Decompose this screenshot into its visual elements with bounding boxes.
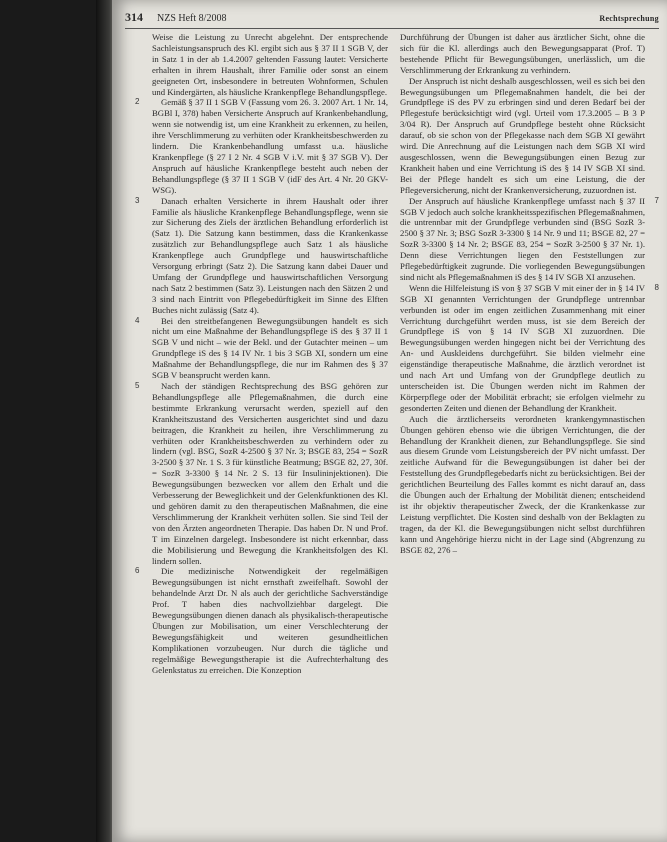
left-column (135, 32, 388, 675)
section-label: Rechtsprechung (599, 14, 659, 23)
paragraph-text: Nach der ständigen Rechtsprechung des BSG gehören zur Behandlungspflege alle Pflegemaßnahmen, die durch eine bestimmte Erkrankung verursacht werden, speziell auf den Krankheitszustand des Versicherten ausgerichtet sind und dazu beitragen, die Krankheit zu heilen, ihre Verschlimmerung zu verhüten oder Krankheitsbeschwerden zu verhindern oder zu lindern (vgl. BSG, SozR 4-2500 § 37 Nr. 3; BSGE 83, 254 = SozR 3-2500 § 37 Nr. 1 S. 3 für künstliche Beatmung; BSGE 82, 27, 30f. = SozR 3-3300 § 14 Nr. 2 S. 13 für Insulininjektionen). Die Bewegungsübungen bezwecken vor allem den Erhalt und die Verbesserung der Beweglichkeit und der Gelenkfunktionen des Kl. und gehören damit zu den therapeutischen Maßnahmen, die eine Verschlimmerung der Krankheit verhüten sollen. Sie sind Teil der von den Ärzten angeordneten Therapie. Das haben Dr. N und Prof. T im Einzelnen dargelegt. Insbesondere ist nicht erkennbar, dass die Mobilisierung und Bewegung die Krankheitsfolgen des Kl. lindern sollen. (152, 381, 388, 566)
right-intro: Durchführung der Übungen ist daher aus ärztlicher Sicht, ohne die sich für die Kl. allerdings auch den Bewegungsapparat (Prof. T) bestehende Pflicht für Bewegungsübungen, unerlässlich, um die Verschlimmerung der Erkrankung zu verhindern. (400, 32, 645, 75)
paragraph-text: Gemäß § 37 II 1 SGB V (Fassung vom 26. 3. 2007 Art. 1 Nr. 14, BGBl I, 378) haben Versicherte Anspruch auf Krankenbehandlung, wenn sie notwendig ist, um eine Krankheit zu erkennen, zu heilen, ihre Verschlimmerung zu verhüten oder Krankheitsbeschwerden zu lindern. Die Krankenbehandlung umfasst u.a. häusliche Krankenpflege (§ 27 I 2 Nr. 4 SGB V i.V. mit § 37 SGB V). Der Anspruch auf häusliche Krankenpflege besteht auch neben der Behandlungspflege (§ 37 II 1 SGB V (idF des Art. 4 Nr. 20 GKV-WSG). (152, 97, 388, 195)
margin-number: 6 (135, 566, 140, 576)
margin-number: 3 (135, 195, 140, 205)
paragraph-text: Der Anspruch ist nicht deshalb ausgeschlossen, weil es sich bei den Bewegungsübungen um Pflegemaßnahmen handelt, die bei der Grundpflege iS des PV zu erbringen sind und deren Bedarf bei der Pflegestufe berücksichtigt wird (vgl. Urteil vom 17.3.2005 – B 3 P 3/04 R). Der Anspruch auf Grundpflege besteht ohne Rücksicht darauf, ob sie schon von der Pflegekasse nach dem SGB XI gewährt wird. Die Anrechnung auf die Leistungen nach dem SGB XI wird ausgeschlossen, wenn die Bewegungsübungen einen Bezug zur Krankheit haben und eine Verrichtung iS des § 14 IV SGB XI sind. Bei der Pflege handelt es sich um eine Leistung, die der Pflegeversicherung, nicht der Krankenversicherung, zuzuordnen ist. (400, 75, 645, 195)
paragraph (135, 315, 388, 381)
page-number: 314 (125, 10, 143, 24)
paragraph (135, 97, 388, 195)
page-header (125, 10, 659, 28)
paragraph-text: Auch die ärztlicherseits verordneten krankengymnastischen Übungen gehören ebenso wie die übrigen Verrichtungen, die der Behandlung der Krankheit dienen, zur Behandlungspflege. Sie sind aus diesem Grunde vom Leistungsbereich der PV nicht umfasst. Der zeitliche Aufwand für die Bewegungsübungen ist daher bei der Feststellung des Grundpflegebedarfs nicht zu berücksichtigen. Bei der gerichtlichen Beurteilung des Falles kommt es nicht darauf an, dass die Übungen auch der Erhaltung der Mobilität dienen; entscheidend ist ihr objektiv therapeutischer Zweck, der die Krankenkasse zur Leistung verpflichtet. Die Kosten sind deshalb von der Beklagten zu tragen, da der Kl. die Bewegungsübungen nicht selbst durchführen kann und Angehörige hierzu nicht in der Lage sind (Abgrenzung zu BSGE 82, 276 – (400, 413, 645, 555)
right-column (400, 32, 659, 556)
paragraph (135, 381, 388, 566)
paragraph-text: Die medizinische Notwendigkeit der regelmäßigen Bewegungsübungen ist nicht ernsthaft zweifelhaft. Sowohl der behandelnde Arzt Dr. N als auch der gerichtliche Sachverständige Prof. T haben dies nachvollziehbar dargelegt. Die Bewegungsübungen dienen danach als physikalisch-therapeutische Übungen zur Mobilisation, um einer Verschlechterung der Bewegungsfähigkeit und weiteren gesundheitlichen Komplikationen vorzubeugen. Nur durch die tägliche und regelmäßige Bewegungstherapie ist die Aufrechterhaltung des Gelenkstatus zu erreichen. Die Konzeption (152, 566, 388, 675)
paragraph-text: Danach erhalten Versicherte in ihrem Haushalt oder ihrer Familie als häusliche Krankenpflege Behandlungspflege, wenn sie zur Sicherung des Ziels der ärztlichen Behandlung erforderlich ist (Satz 1). Die Satzung kann bestimmen, dass die Krankenkasse zusätzlich zur Behandlungspflege auch Satz 1 als häusliche Krankenpflege auch Grundpflege und hauswirtschaftliche Versorgung erbringt (Satz 2). Die Satzung kann dabei Dauer und Umfang der Grundpflege und hauswirtschaftlichen Versorgung nach Satz 2 bestimmen (Satz 3). Leistungen nach den Sätzen 2 und 3 sind nach Eintritt von Pflegebedürftigkeit im Sinne des Elften Buches nicht zulässig (Satz 4). (152, 195, 388, 315)
paragraph (400, 195, 659, 283)
margin-number: 4 (135, 315, 140, 325)
header-rule (125, 28, 659, 29)
paragraph (400, 282, 659, 414)
margin-number: 2 (135, 97, 140, 107)
paragraph (135, 195, 388, 316)
paragraph (400, 76, 645, 196)
paragraph (135, 566, 388, 675)
paragraph-text: Bei den streitbefangenen Bewegungsübungen handelt es sich nicht um eine Maßnahme der Behandlungspflege iS des § 37 II 1 SGB V und nicht – wie der Bekl. und der Gutachter meinen – um Grundpflege iS des § 14 IV Nr. 1 bis 3 SGB XI, sondern um eine Maßnahme der Behandlungspflege, die nur im Rahmen des § 37 SGB V beansprucht werden kann. (152, 315, 388, 381)
margin-number: 7 (654, 195, 659, 205)
left-intro: Weise die Leistung zu Unrecht abgelehnt. Der entsprechende Sachleistungsanspruch des Kl. ergibt sich aus § 37 II 1 SGB V, der in Satz 1 in der ab 1.4.2007 geltenden Fassung lautet: Versicherte erhalten in ihrem Haushalt, ihrer Familie oder sonst an einem geeigneten Ort, insbesondere in betreuten Wohnformen, Schulen und Kindergärten, als häusliche Krankenpflege Behandlungspflege. (152, 32, 388, 97)
margin-number: 8 (654, 282, 659, 292)
margin-number: 5 (135, 381, 140, 390)
paragraph (400, 414, 645, 556)
journal-title: NZS Heft 8/2008 (157, 13, 227, 24)
paragraph-text: Wenn die Hilfeleistung iS von § 37 SGB V mit einer der in § 14 IV SGB XI genannten Verrichtungen der Grundpflege untrennbar verbunden ist oder im engen zeitlichen Zusammenhang mit einer Verrichtung durchgeführt werden muss, ist sie dem Bereich der Grundpflege iS von § 14 IV SGB XI zuzuordnen. Die Bewegungsübungen werden hingegen nicht bei der Verrichtung des An- und Auskleidens durchgeführt. Sie bilden vielmehr eine eigenständige therapeutische Maßnahme, die ärztlich verordnet ist und nach Art und Umfang von der Grundpflege deutlich zu unterscheiden ist. Die Übungen werden nicht im Rahmen der Körperpflege oder der Mobilität erbracht; sie erfolgen vielmehr zu gesonderten Zeiten und dienen der Behandlung der Krankheit. (400, 282, 645, 413)
paragraph-text: Der Anspruch auf häusliche Krankenpflege umfasst nach § 37 II SGB V jedoch auch solche krankheitsspezifischen Pflegemaßnahmen, die untrennbar mit der Grundpflege verbunden sind (BSG SozR 3-2500 § 37 Nr. 3; BSG SozR 3-3300 § 14 Nr. 9 und 11; BSGE 82, 27 = SozR 3-3300 § 14 Nr. 2; BSGE 83, 254 = SozR 3-2500 § 37 Nr. 1). Denn diese Verrichtungen liegen den Feststellungen zur Pflegebedürftigkeit zugrunde. Die vorliegenden Bewegungsübungen sind nicht als Pflegemaßnahmen iS des § 14 IV SGB XI anzusehen. (400, 195, 645, 282)
